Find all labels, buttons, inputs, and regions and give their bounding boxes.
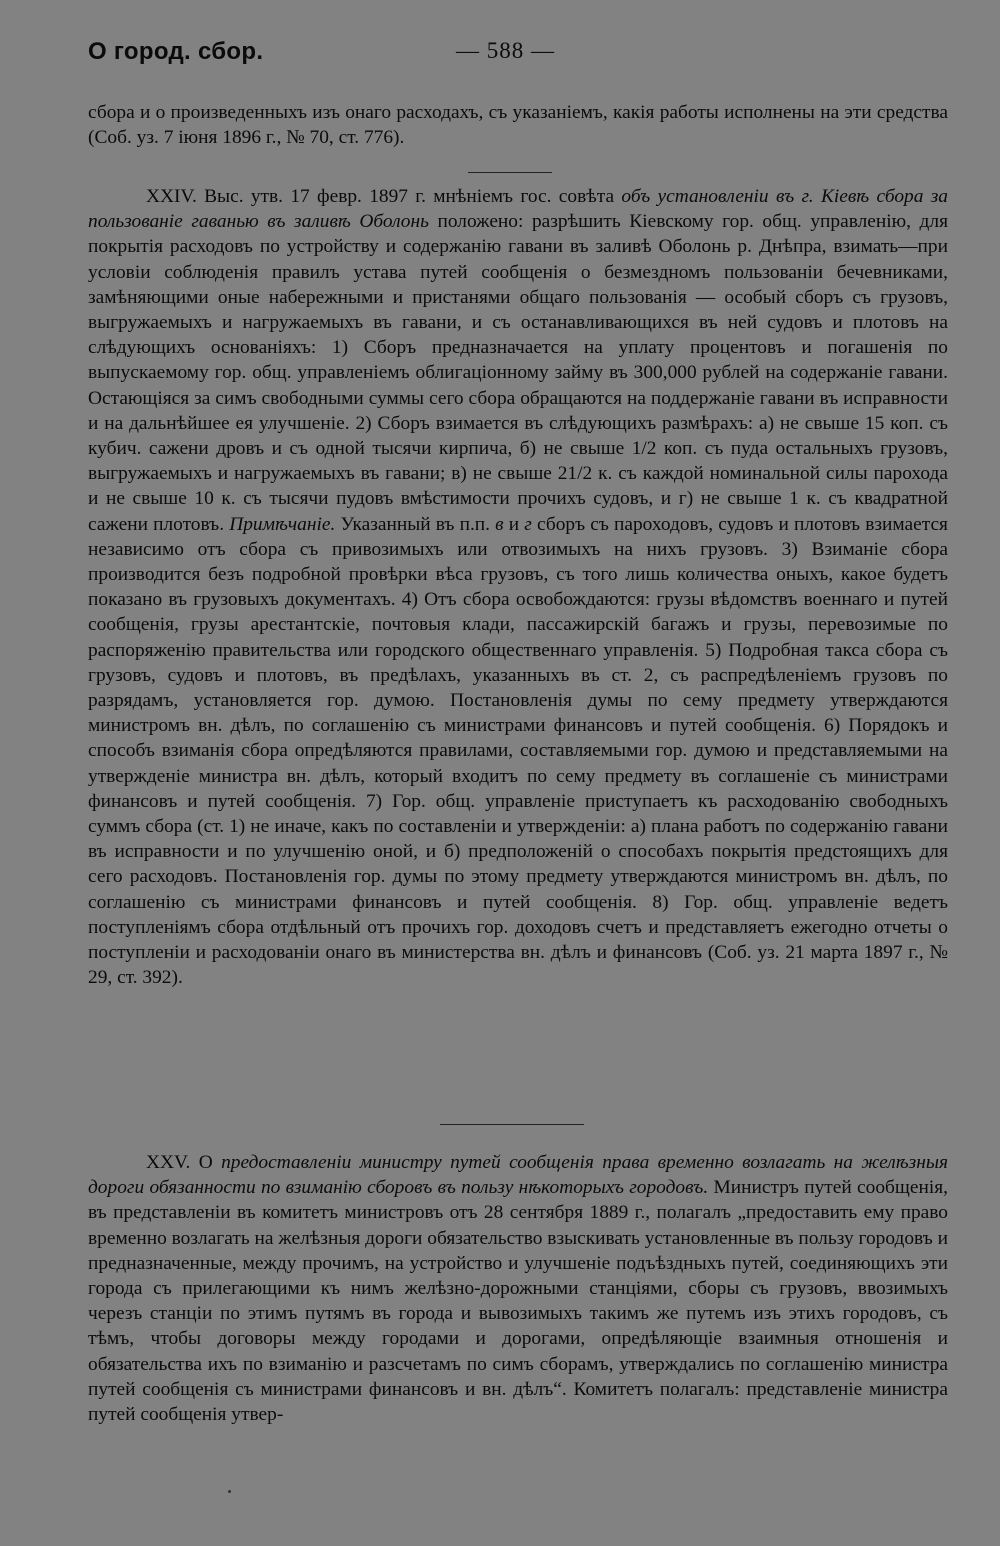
section-xxv-title: предоставленіи министру путей сообщенія права временно возлагать на желѣзныя дороги обязанности по взиманію сборовъ въ пользу нѣкоторыхъ городовъ. (88, 1152, 948, 1199)
section-xxiv-body: положено: разрѣшить Кіевскому гор. общ. управленію, для покрытія расходовъ по устройству и содержанію гавани въ заливѣ Оболонь р. Днѣпра, взимать—при условіи соблюденія правилъ устава путей сообщенія о безмездномъ пользованіи бечевниками, замѣняющими оные набережными и пристанями общаго пользованія — особый сборъ съ грузовъ, выгружаемыхъ и нагружаемыхъ въ гавани, и съ останавливающихся въ ней судовъ и плотовъ на слѣдующихъ основаніяхъ: 1) Сборъ предназначается на уплату процентовъ и погашенія по выпускаемому гор. общ. управленіемъ облигаціонному займу въ 300,000 рублей на содержаніе гавани. Остающіяся за симъ свободными суммы сего сбора обращаются на поддержаніе гавани въ исправности и на дальнѣйшее ея улучшеніе. 2) Сборъ взимается въ слѣдующихъ размѣрахъ: а) не свыше 15 коп. съ кубич. сажени дровъ и съ одной тысячи кирпича, б) не свыше 1/2 коп. съ пуда остальныхъ грузовъ, выгружаемыхъ и нагружаемыхъ въ гавани; в) не свыше 21/2 к. съ каждой номинальной силы парохода и не свыше 10 к. съ тысячи пудовъ вмѣстимости прочихъ судовъ, и г) не свыше 1 к. съ квадратной сажени плотовъ. (88, 211, 948, 535)
note-and: и (508, 513, 520, 535)
section-xxv-body: Министръ путей сообщенія, въ представленіи въ комитетъ министровъ отъ 28 сентября 1889 г., полагалъ „предоставить ему право временно возлагать на желѣзныя дороги обязательство взыскивать установленные въ пользу городовъ и предназначенные, между прочимъ, на устройство и улучшеніе подъѣздныхъ путей, соединяющихъ эти города съ прилегающими къ нимъ желѣзно-дорожными станціями, сборы съ грузовъ, ввозимыхъ черезъ станціи по этимъ путямъ въ города и вывозимыхъ такимъ же путемъ изъ этихъ городовъ, съ тѣмъ, чтобы договоры между городами и дорогами, опредѣляющіе взаимныя отношенія и обязательства ихъ по взиманію и разсчетамъ по симъ сборамъ, утверждались по соглашенію министра путей сообщенія съ министрами финансовъ и вн. дѣлъ“. Комитетъ полагалъ: представленіе министра путей сообщенія утвер- (88, 1177, 948, 1426)
note-item-v: в (495, 513, 504, 535)
section-xxv (88, 1150, 948, 1427)
section-xxiv-title: объ установленіи въ г. Кіевѣ сбора за пользованіе гаванью въ заливѣ Оболонь (88, 186, 948, 233)
section-xxiv-body-2: сборъ съ пароходовъ, судовъ и плотовъ взимается независимо отъ сбора съ привозимыхъ или отвозимыхъ на нихъ грузовъ. 3) Взиманіе сбора производится безъ подробной провѣрки вѣса грузовъ, съ того лишь количества оныхъ, какое будетъ показано въ грузовыхъ документахъ. 4) Отъ сбора освобождаются: грузы вѣдомствъ военнаго и путей сообщенія, грузы арестантскіе, почтовыя клади, пассажирскій багажъ и грузы, перевозимые по распоряженію правительства или городского общественнаго управленія. 5) Подробная такса сбора съ грузовъ, судовъ и плотовъ, въ предѣлахъ, указанныхъ въ ст. 2, съ распредѣленіемъ грузовъ по разрядамъ, установляется гор. думою. Постановленія думы по сему предмету утверждаются министромъ вн. дѣлъ, по соглашенію съ министрами финансовъ и путей сообщенія. 6) Порядокъ и способъ взиманія сбора опредѣляются правилами, составляемыми гор. думою и представляемыми на утвержденіе министра вн. дѣлъ, который входитъ по сему предмету въ соглашеніе съ министрами финансовъ и путей сообщенія. 7) Гор. общ. управленіе приступаетъ къ расходованію свободныхъ суммъ сбора (ст. 1) не иначе, какъ по составленіи и утвержденіи: а) плана работъ по содержанію гавани въ исправности и по улучшенію оной, и б) предположеній о способахъ покрытія предстоящихъ для сего расходовъ. Постановленія гор. думы по этому предмету утверждаются министромъ вн. дѣлъ, по соглашенію съ министрами финансовъ и путей сообщенія. 8) Гор. общ. управленіе ведетъ поступленіямъ сбора отдѣльный отъ прочихъ гор. доходовъ счетъ и представляетъ ежегодно отчеты о поступленіи и расходованіи онаго въ министерства вн. дѣлъ и финансовъ (Соб. уз. 21 марта 1897 г., № 29, ст. 392). (88, 513, 948, 989)
note-text: Указанный въ п.п. (340, 513, 491, 535)
note-label: Примѣчаніе. (229, 513, 336, 535)
running-title: О город. сбор. (88, 38, 264, 65)
section-xxv-lead: XXV. О (146, 1152, 213, 1173)
page-number: — 588 — (456, 38, 555, 63)
page-speck (228, 1490, 231, 1493)
continuation-text: сбора и о произведенныхъ изъ онаго расходахъ, съ указаніемъ, какія работы исполнены на эти средства (Соб. уз. 7 іюня 1896 г., № 70, ст. 776). (88, 102, 948, 149)
section-divider-long (440, 1124, 584, 1125)
section-divider-short (468, 172, 552, 173)
section-xxv-paragraph (88, 1150, 948, 1427)
continuation-paragraph (88, 100, 948, 150)
section-xxiv-paragraph (88, 184, 948, 991)
page-header (88, 38, 948, 74)
note-item-g: г (524, 513, 532, 535)
section-xxiv (88, 184, 948, 991)
section-xxiv-lead: XXIV. Выс. утв. 17 февр. 1897 г. мнѣніемъ гос. совѣта (146, 186, 615, 207)
